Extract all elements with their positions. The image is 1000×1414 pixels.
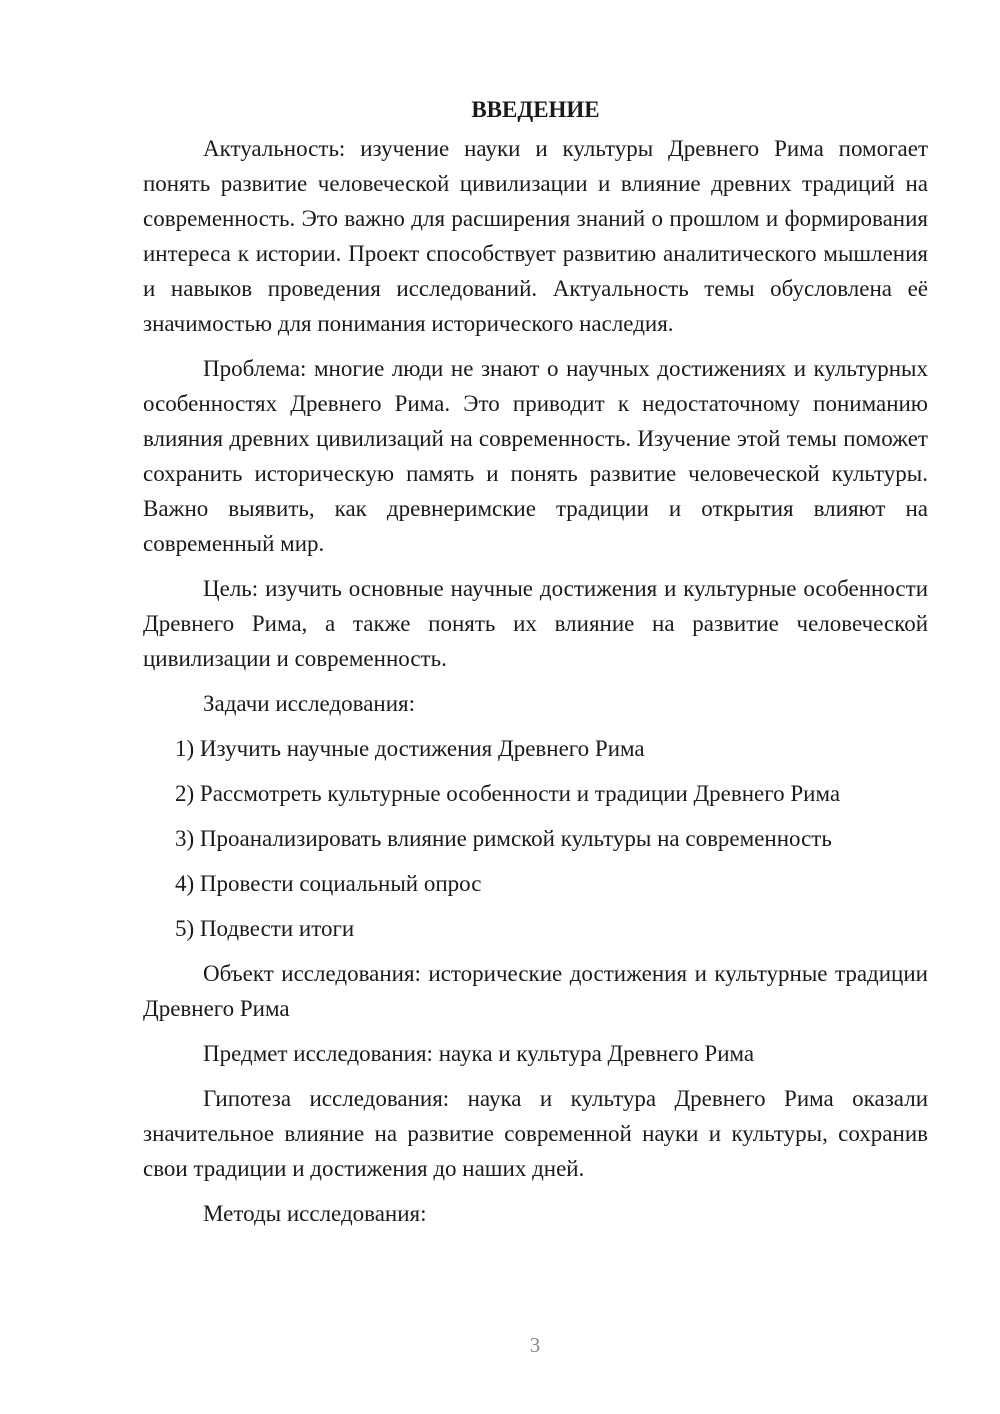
object-paragraph: Объект исследования: исторические достижения и культурные традиции Древнего Рима [143, 961, 928, 1021]
methods-heading: Методы исследования: [203, 1201, 427, 1226]
relevance-paragraph: Актуальность: изучение науки и культуры Древнего Рима помогает понять развитие человеческой цивилизации и влияние древних традиций на современность. Это важно для расширения знаний о прошлом и формирования интереса к истории. Проект способствует развитию аналитического мышления и навыков проведения исследований. Актуальность темы обусловлена её значимостью для понимания исторического наследия. [143, 136, 928, 336]
list-item: 5) Подвести итоги [175, 916, 355, 941]
list-item: 1) Изучить научные достижения Древнего Рима [175, 736, 645, 761]
problem-paragraph: Проблема: многие люди не знают о научных достижениях и культурных особенностях Древнего Рима. Это приводит к недостаточному пониманию влияния древних цивилизаций на современность. Изучение этой темы поможет сохранить историческую память и понять развитие человеческой культуры. Важно выявить, как древнеримские традиции и открытия влияют на современный мир. [143, 356, 928, 556]
tasks-heading: Задачи исследования: [203, 691, 416, 716]
page-number: 3 [529, 1333, 541, 1357]
document-body [143, 92, 928, 1231]
section-title: ВВЕДЕНИЕ [471, 97, 600, 122]
list-item: 4) Провести социальный опрос [175, 871, 482, 896]
list-item: 3) Проанализировать влияние римской культуры на современность [175, 826, 832, 851]
list-item: 2) Рассмотреть культурные особенности и традиции Древнего Рима [175, 781, 841, 806]
subject-paragraph: Предмет исследования: наука и культура Древнего Рима [203, 1041, 755, 1066]
tasks-list [143, 731, 928, 946]
goal-paragraph: Цель: изучить основные научные достижения и культурные особенности Древнего Рима, а также понять их влияние на развитие человеческой цивилизации и современность. [143, 576, 928, 671]
hypothesis-paragraph: Гипотеза исследования: наука и культура Древнего Рима оказали значительное влияние на развитие современной науки и культуры, сохранив свои традиции и достижения до наших дней. [143, 1086, 928, 1181]
